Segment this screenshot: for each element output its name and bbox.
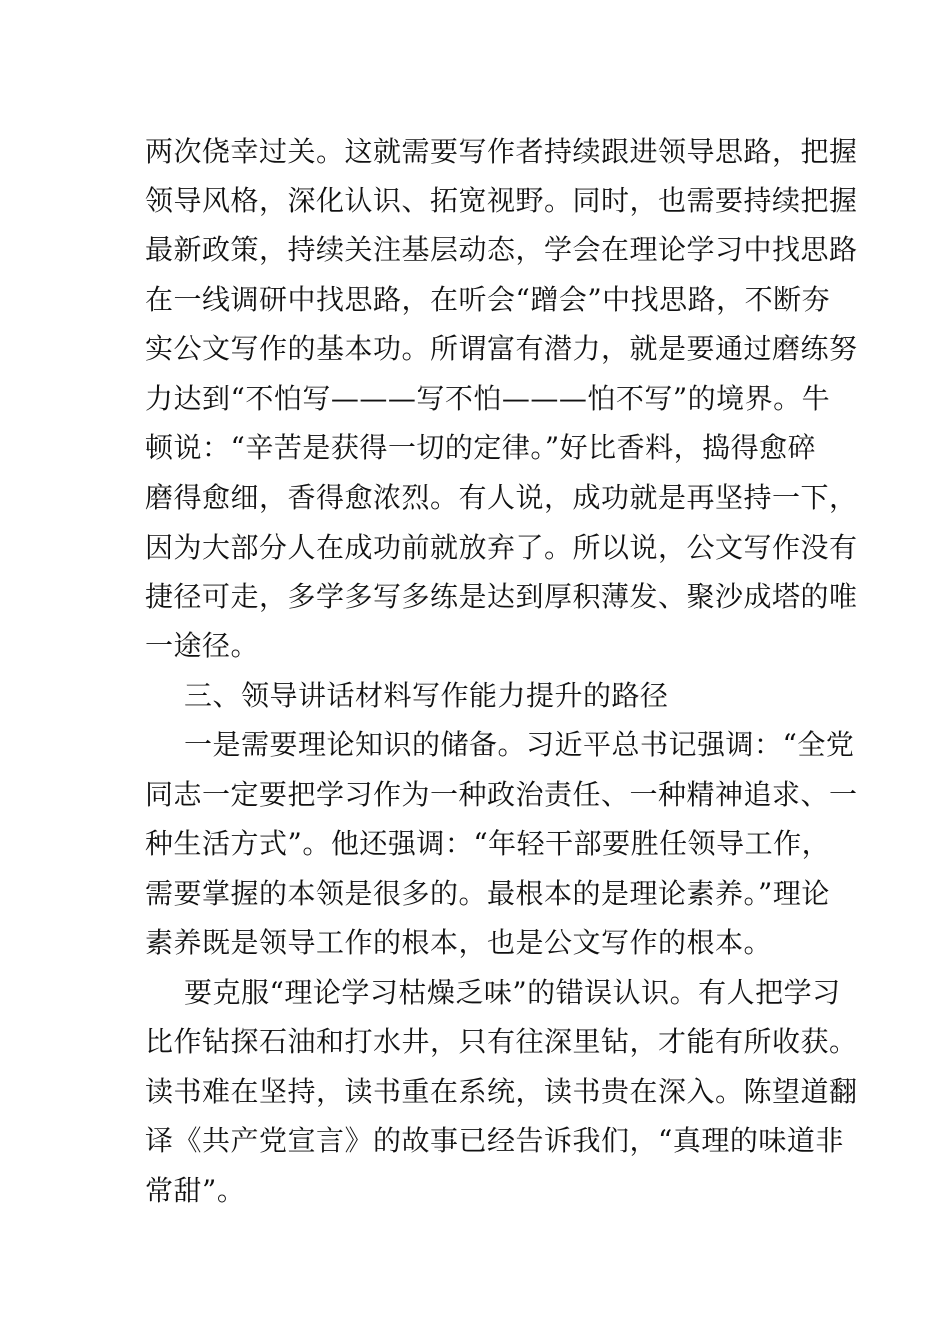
paragraph-line: 在一线调研中找思路，在听会“蹭会”中找思路，不断夯: [145, 283, 831, 316]
paragraph-line: 磨得愈细，香得愈浓烈。有人说，成功就是再坚持一下，: [145, 481, 858, 514]
paragraph-line: 因为大部分人在成功前就放弃了。所以说，公文写作没有: [145, 531, 858, 564]
paragraph-line: 最新政策，持续关注基层动态，学会在理论学习中找思路: [145, 233, 858, 266]
paragraph-line: 一是需要理论知识的储备。习近平总书记强调：“全党: [184, 728, 855, 761]
paragraph-line: 比作钻探石油和打水井，只有往深里钻，才能有所收获。: [145, 1025, 858, 1058]
section-heading: 三、领导讲话材料写作能力提升的路径: [184, 679, 669, 712]
paragraph-line: 要克服“理论学习枯燥乏味”的错误认识。有人把学习: [184, 976, 841, 1009]
paragraph-line: 领导风格，深化认识、拓宽视野。同时，也需要持续把握: [145, 184, 858, 217]
paragraph-line: 需要掌握的本领是很多的。最根本的是理论素养。”理论: [145, 877, 830, 910]
paragraph-line: 素养既是领导工作的根本，也是公文写作的根本。: [145, 926, 773, 959]
paragraph-line: 读书难在坚持，读书重在系统，读书贵在深入。陈望道翻: [145, 1075, 858, 1108]
paragraph-line: 种生活方式”。他还强调：“年轻干部要胜任领导工作，: [145, 827, 831, 860]
paragraph-line: 译《共产党宣言》的故事已经告诉我们，“真理的味道非: [145, 1124, 844, 1157]
paragraph-line: 同志一定要把学习作为一种政治责任、一种精神追求、一: [145, 778, 858, 811]
paragraph-line: 顿说：“辛苦是获得一切的定律。”好比香料，捣得愈碎: [145, 431, 817, 464]
paragraph-line: 一途径。: [145, 629, 260, 662]
paragraph-line: 实公文写作的基本功。所谓富有潜力，就是要通过磨练努: [145, 332, 858, 365]
paragraph-line: 捷径可走，多学多写多练是达到厚积薄发、聚沙成塔的唯: [145, 580, 858, 613]
paragraph-line: 两次侥幸过关。这就需要写作者持续跟进领导思路，把握: [145, 135, 858, 168]
paragraph-line: 力达到“不怕写———写不怕———怕不写”的境界。牛: [145, 382, 831, 415]
paragraph-line: 常甜”。: [145, 1174, 246, 1207]
